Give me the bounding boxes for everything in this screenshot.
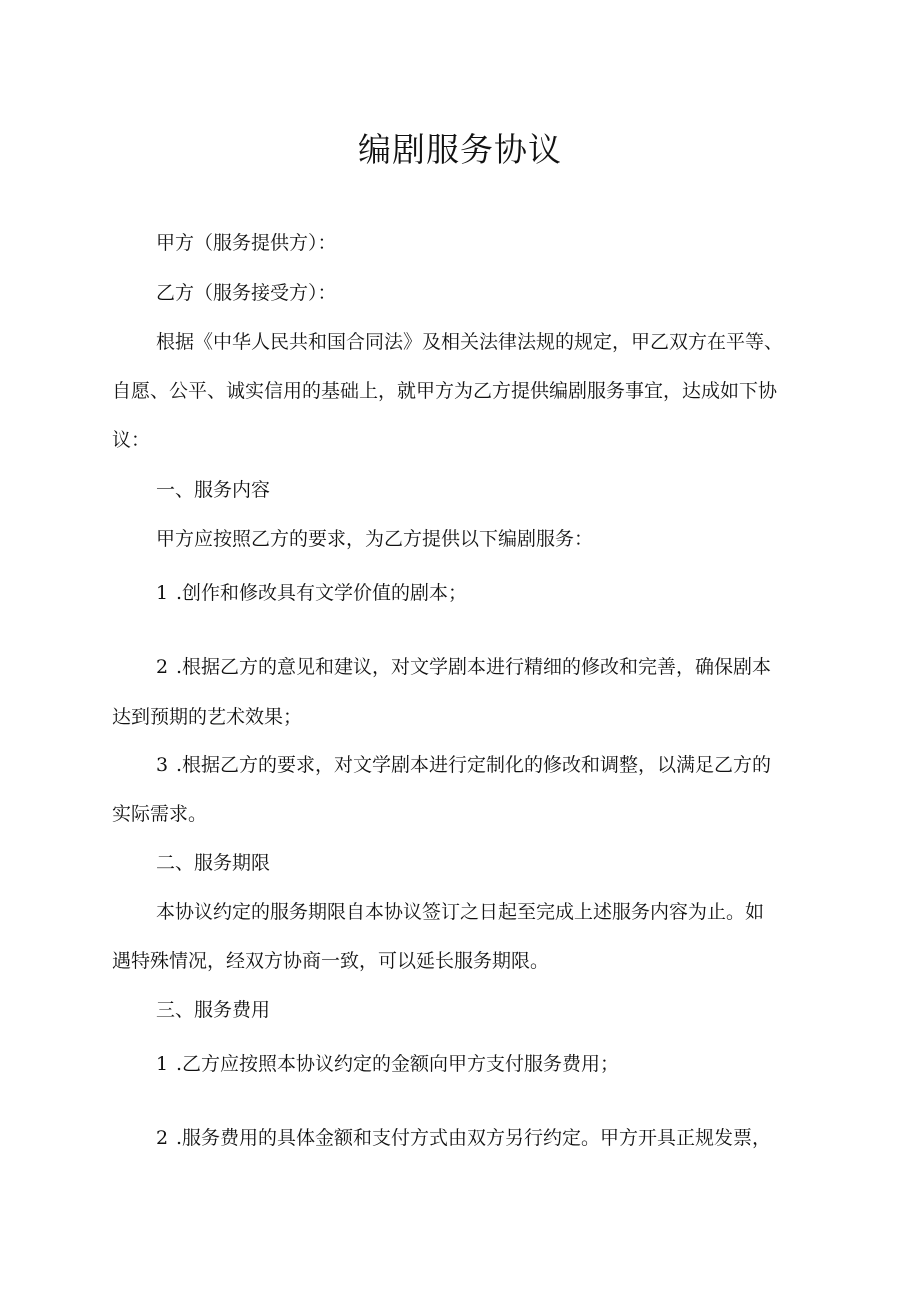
item-text: .乙方应按照本协议约定的金额向甲方支付服务费用；	[176, 1053, 620, 1075]
party-b-line: 乙方（服务接受方）：	[156, 282, 337, 304]
item-text: .服务费用的具体金额和支付方式由双方另行约定。甲方开具正规发票，	[176, 1127, 772, 1149]
document-title: 编剧服务协议	[358, 130, 562, 169]
section-1-intro: 甲方应按照乙方的要求，为乙方提供以下编剧服务：	[156, 528, 594, 550]
section-1-item-2-cont: 达到预期的艺术效果；	[112, 706, 303, 728]
preamble-line-2: 自愿、公平、诚实信用的基础上，就甲方为乙方提供编剧服务事宜，达成如下协	[112, 380, 778, 402]
section-1-item-3	[156, 750, 856, 780]
section-1-heading: 一、服务内容	[156, 479, 271, 501]
preamble-line-3: 议：	[112, 429, 151, 451]
section-3-item-1	[156, 1049, 856, 1079]
section-3-item-2	[156, 1123, 856, 1153]
section-2-heading: 二、服务期限	[156, 852, 271, 874]
item-text: .根据乙方的意见和建议，对文学剧本进行精细的修改和完善，确保剧本	[176, 656, 772, 678]
section-1-item-2	[156, 652, 856, 682]
item-number: 2	[156, 1127, 169, 1149]
section-1-item-1	[156, 578, 856, 608]
item-number: 1	[156, 1053, 169, 1075]
section-2-line-2: 遇特殊情况，经双方协商一致，可以延长服务期限。	[112, 950, 550, 972]
item-text: .根据乙方的要求，对文学剧本进行定制化的修改和调整，以满足乙方的	[176, 754, 772, 776]
item-number: 1	[156, 582, 169, 604]
item-text: .创作和修改具有文学价值的剧本；	[176, 582, 468, 604]
item-number: 3	[156, 754, 169, 776]
party-a-line: 甲方（服务提供方）：	[156, 232, 337, 254]
item-number: 2	[156, 656, 169, 678]
preamble-line-1: 根据《中华人民共和国合同法》及相关法律法规的规定，甲乙双方在平等、	[156, 331, 784, 353]
section-3-heading: 三、服务费用	[156, 999, 271, 1021]
section-1-item-3-cont: 实际需求。	[112, 803, 208, 825]
section-2-line-1: 本协议约定的服务期限自本协议签订之日起至完成上述服务内容为止。如	[156, 901, 765, 923]
